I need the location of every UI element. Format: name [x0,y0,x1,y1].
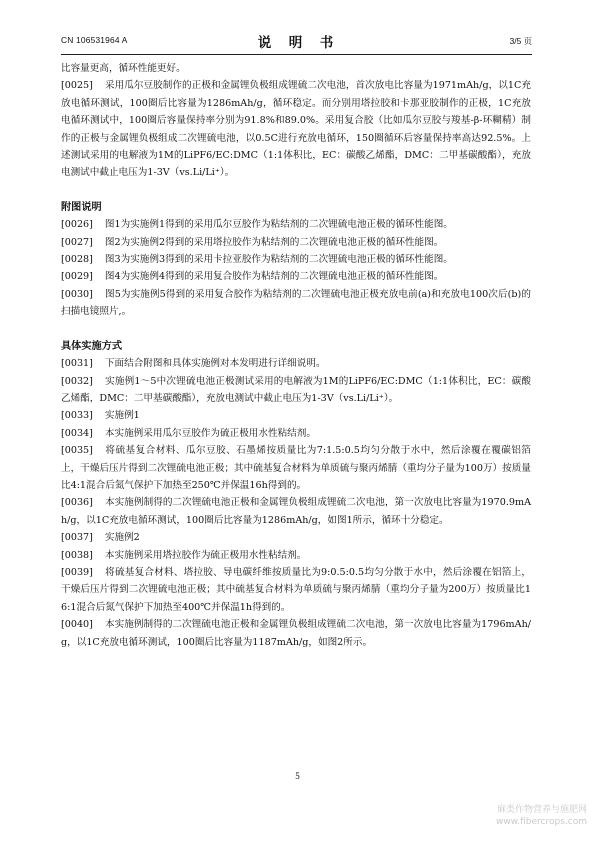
paragraph-tag: [0040] [61,619,93,631]
paragraph-text: 采用瓜尔豆胶制作的正极和金属锂负极组成锂硫二次电池，首次放电比容量为1971mAh/g，以1C充放电循环测试，100圈后比容量为1286mAh/g，循环稳定。而分别用塔拉胶和卡那亚胶制作的正极，1C充放电循环测试中，100圈后容量保持率分别为91.8%和89.0%。采用复合胶（比如瓜尔豆胶与羧基-β-环糊精）制作的正极与金属锂负极组成二次锂硫电池，以0.5C进行充放电循环，150圈循环后容量保持率高达92.5%。上述测试采用的电解液为1M的LiPF6/EC:DMC（1:1体积比，EC：碳酸乙烯酯，DMC：二甲基碳酸酯），充放电测试中截止电压为1-3V（vs.Li/Li⁺）。 [61,80,531,179]
paragraph-tag: [0028] [61,254,93,266]
paragraph [61,251,531,268]
watermark-url: www.fibercrops.com [496,817,587,827]
page-number: 5 [295,771,300,781]
paragraph-text: 将硫基复合材料、塔拉胶、导电碳纤维按质量比为9:0.5:0.5均匀分散于水中，然后涂覆在铝箔上，干燥后压片得到二次锂硫电池正极；其中硫基复合材料为单质硫与聚丙烯腈（重均分子量为200万）按质量比16:1混合后氮气保护下加热至400℃并保温1h得到的。 [61,566,531,613]
section-heading: 具体实施方式 [61,339,123,352]
watermark [496,804,587,828]
page-of-total: 3/5 页 [509,36,532,46]
page-header [61,33,532,49]
paragraph-text: 实施例1 [104,410,140,422]
paragraph-text: 本实施例采用瓜尔豆胶作为硫正极用水性粘结剂。 [104,427,316,439]
section-heading: 附图说明 [61,200,102,213]
paragraph-text: 图4为实施例4得到的采用复合胶作为粘结剂的二次锂硫电池正极的循环性能图。 [104,271,444,283]
paragraph [61,286,531,321]
paragraph-tag: [0035] [61,445,93,457]
paragraph [61,547,531,564]
paragraph-tag: [0027] [61,236,93,248]
paragraph [61,494,531,529]
paragraph-text: 下面结合附图和具体实施例对本发明进行详细说明。 [104,358,326,370]
paragraph [61,234,531,251]
paragraph-tag: [0025] [61,80,93,92]
paragraph-tag: [0038] [61,549,93,561]
paragraph-tag: [0031] [61,358,93,370]
paragraph-tag: [0033] [61,410,93,422]
paragraph-text: 本实施例采用塔拉胶作为硫正极用水性粘结剂。 [104,549,307,561]
paragraph-tag: [0039] [61,566,93,578]
paragraph-text: 本实施例制得的二次锂硫电池正极和金属锂负极组成锂硫二次电池，第一次放电比容量为1796mAh/g，以1C充放电循环测试，100圈后比容量为1187mAh/g，如图2所示。 [61,619,531,648]
paragraph-tag: [0037] [61,532,93,544]
paragraph [61,529,531,546]
paragraph-tag: [0036] [61,497,93,509]
header-rule [61,54,532,55]
paragraph [61,564,531,616]
patent-number: CN 106531964 A [61,35,128,45]
paragraph-text: 图2为实施例2得到的采用塔拉胶作为粘结剂的二次锂硫电池正极的循环性能图。 [104,236,444,248]
document-title: 说 明 书 [257,35,336,51]
paragraph [61,355,531,372]
paragraph-tag: [0026] [61,219,93,231]
paragraph [61,616,531,651]
paragraph [61,216,531,233]
paragraph [61,407,531,424]
paragraph-text: 图3为实施例3得到的采用卡拉亚胶作为粘结剂的二次锂硫电池正极的循环性能图。 [104,254,453,266]
paragraph-tag: [0032] [61,375,93,387]
paragraph [61,425,531,442]
paragraph-text: 图5为实施例5得到的采用复合胶作为粘结剂的二次锂硫电池正极充放电前(a)和充放电100次后(b)的扫描电镜照片,。 [61,288,531,318]
paragraph-text: 实施例2 [104,532,140,544]
paragraph-text: 本实施例制得的二次锂硫电池正极和金属锂负极组成锂硫二次电池，第一次放电比容量为1970.9mAh/g，以1C充放电循环测试，100圈后比容量为1286mAh/g，如图1所示，循环十分稳定。 [61,497,531,526]
paragraph [61,442,531,494]
paragraph [61,60,531,77]
paragraph-tag: [0029] [61,271,93,283]
paragraph-text: 实施例1～5中次锂硫电池正极测试采用的电解液为1M的LiPF6/EC:DMC（1:1体积比，EC：碳酸乙烯酯，DMC：二甲基碳酸酯），充放电测试中截止电压为1-3V（vs.Li/Li⁺）。 [61,375,531,404]
paragraph [61,77,531,181]
paragraph [61,373,531,408]
paragraph-text: 将硫基复合材料、瓜尔豆胶、石墨烯按质量比为7:1.5:0.5均匀分散于水中，然后涂覆在覆碳铝箔上，干燥后压片得到二次锂硫电池正极；其中硫基复合材料为单质硫与聚丙烯腈（重均分子量为100万）按质量比4:1混合后氮气保护下加热至250℃并保温16h得到的。 [61,445,531,491]
paragraph-text: 比容量更高，循环性能更好。 [61,63,186,74]
document-body [61,60,531,651]
watermark-line: 麻类作物营养与施肥网 [496,805,587,815]
paragraph-tag: [0034] [61,427,93,439]
paragraph [61,268,531,285]
paragraph-tag: [0030] [61,288,93,300]
paragraph-text: 图1为实施例1得到的采用瓜尔豆胶作为粘结剂的二次锂硫电池正极的循环性能图。 [104,219,453,231]
